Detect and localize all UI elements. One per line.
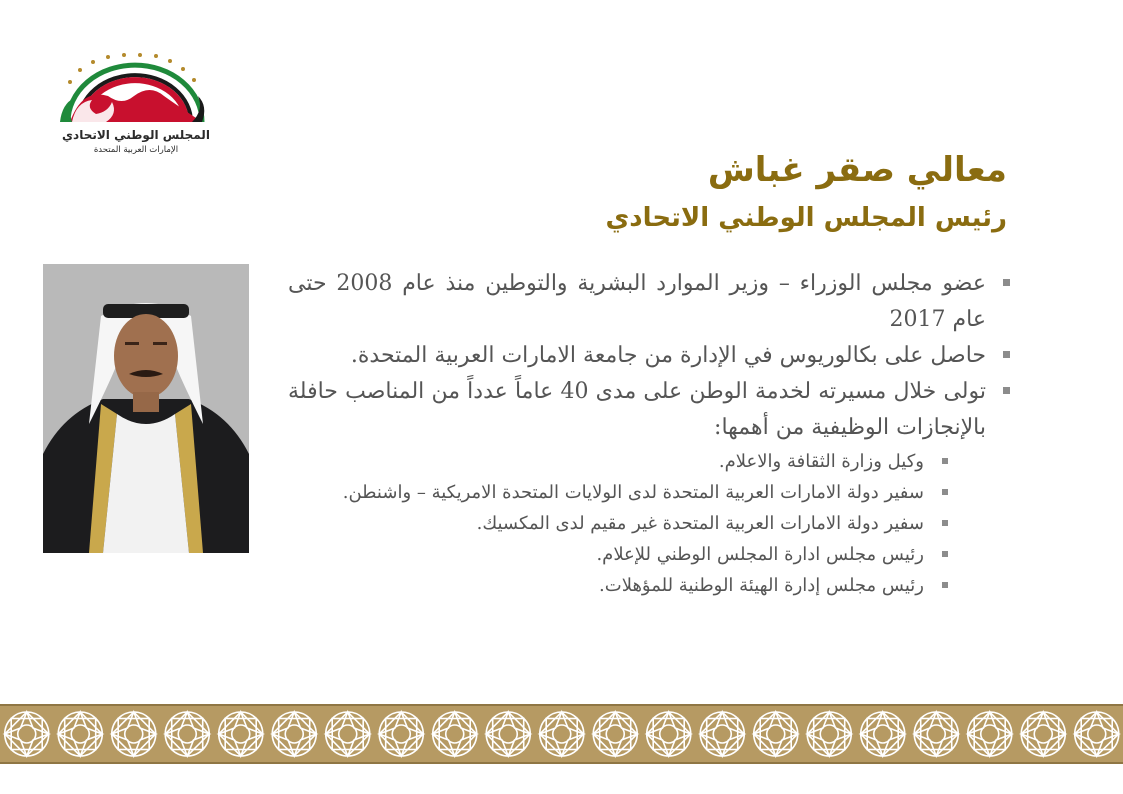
biography-list (288, 266, 1012, 446)
bio-item: تولى خلال مسيرته لخدمة الوطن على مدى 40 عاماً عدداً من المناصب حافلة بالإنجازات الوظيفية من أهمها: (288, 374, 1012, 446)
position-item: وكيل وزارة الثقافة والاعلام. (288, 446, 950, 477)
page-title: معالي صقر غباش (707, 150, 1007, 190)
logo-council-name: المجلس الوطني الاتحادي (62, 128, 210, 142)
council-logo (52, 52, 220, 162)
logo-country-name: الإمارات العربية المتحدة (93, 145, 179, 155)
page-subtitle: رئيس المجلس الوطني الاتحادي (605, 203, 1007, 233)
council-emblem-icon (52, 52, 220, 128)
portrait-photo (43, 264, 249, 553)
position-item: رئيس مجلس إدارة الهيئة الوطنية للمؤهلات. (288, 570, 950, 601)
biography-section (288, 266, 1012, 601)
position-item: رئيس مجلس ادارة المجلس الوطني للإعلام. (288, 539, 950, 570)
position-item: سفير دولة الامارات العربية المتحدة لدى الولايات المتحدة الامريكية – واشنطن. (288, 477, 950, 508)
bio-item: حاصل على بكالوريوس في الإدارة من جامعة الامارات العربية المتحدة. (288, 338, 1012, 374)
portrait-person-icon (43, 264, 249, 553)
position-item: سفير دولة الامارات العربية المتحدة غير مقيم لدى المكسيك. (288, 508, 950, 539)
decorative-pattern-border (0, 704, 1123, 764)
bio-item: عضو مجلس الوزراء – وزير الموارد البشرية والتوطين منذ عام 2008 حتى عام 2017 (288, 266, 1012, 338)
positions-list (288, 446, 950, 601)
